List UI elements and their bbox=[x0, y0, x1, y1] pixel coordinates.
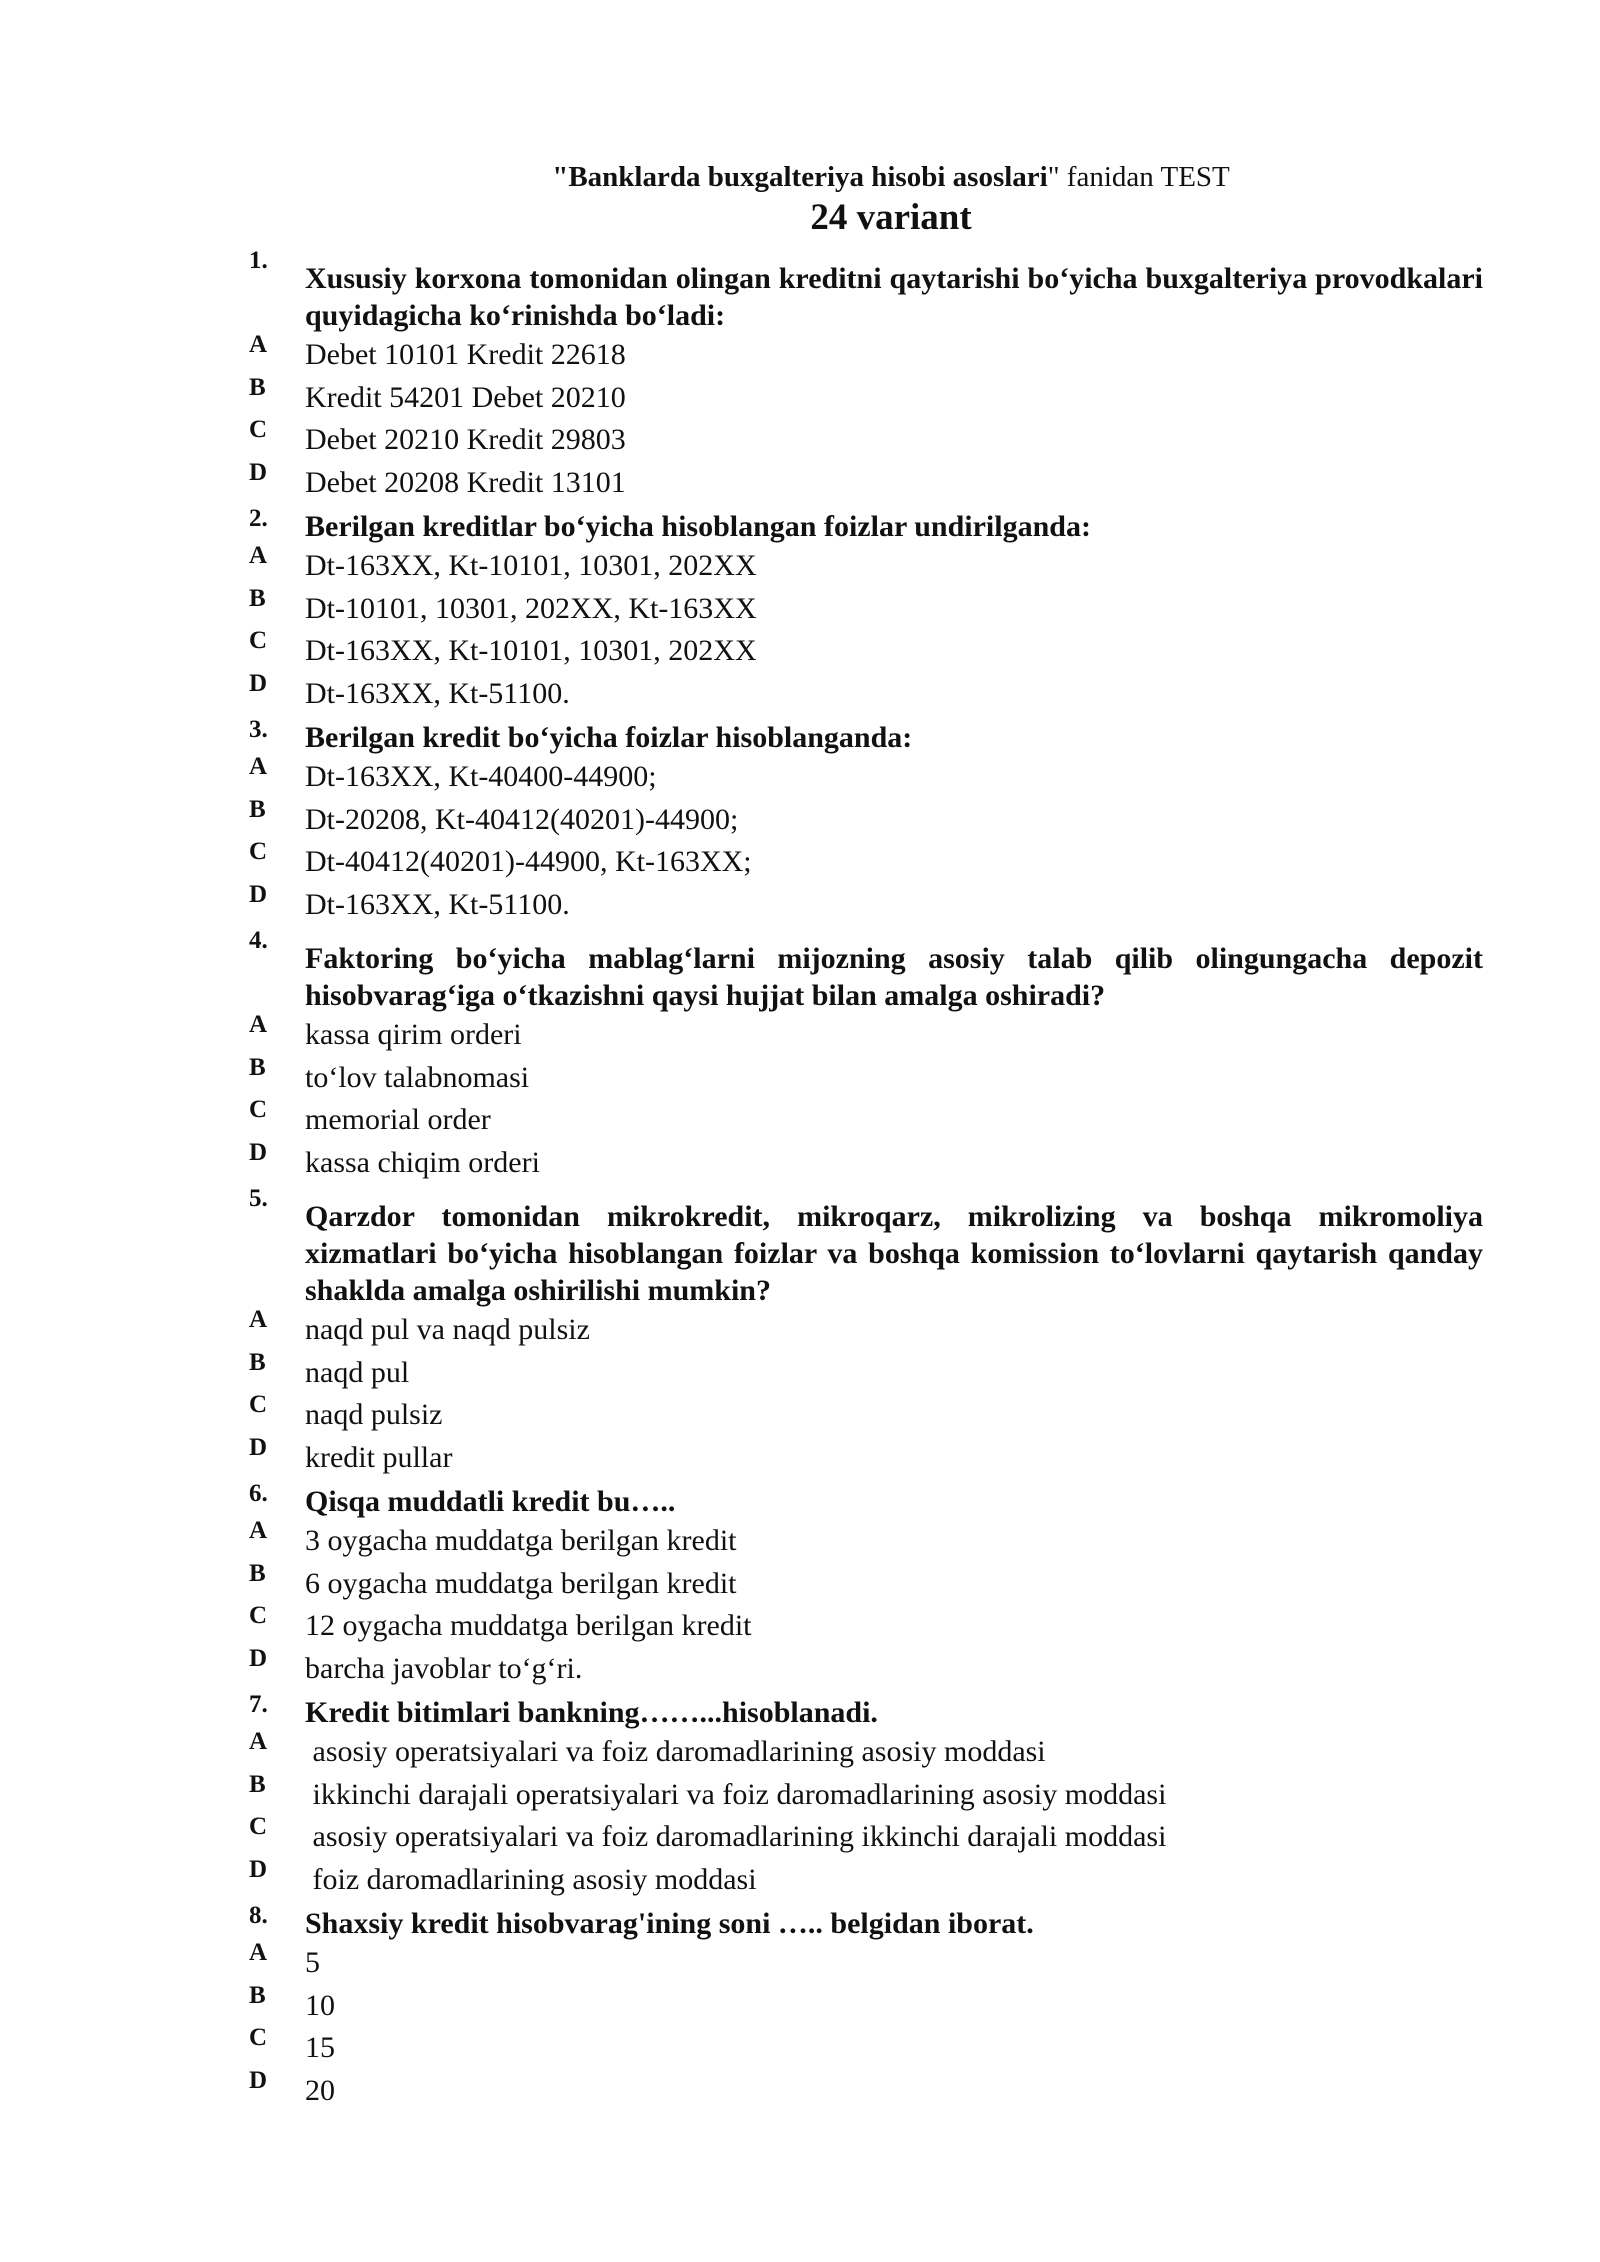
option-letter: C bbox=[249, 1602, 268, 1629]
option-letter: A bbox=[249, 1011, 268, 1038]
answer-option bbox=[0, 753, 1600, 799]
subject-title: "Banklarda buxgalteriya hisobi asoslari bbox=[552, 161, 1048, 193]
answer-option bbox=[0, 1138, 1600, 1185]
option-text: Dt-163XX, Kt-10101, 10301, 202XX bbox=[305, 634, 757, 667]
answer-option bbox=[0, 458, 1600, 505]
question bbox=[0, 1902, 1600, 1942]
answer-option bbox=[0, 1770, 1600, 1817]
subject-suffix: " fanidan TEST bbox=[1047, 161, 1230, 193]
option-text: kredit pullar bbox=[305, 1440, 453, 1474]
option-text: 5 bbox=[305, 1946, 320, 1979]
question-number: 7. bbox=[249, 1691, 268, 1718]
question bbox=[0, 716, 1600, 756]
answer-option bbox=[0, 1728, 1600, 1774]
option-text: naqd pulsiz bbox=[305, 1398, 443, 1431]
question-text: Kredit bitimlari bankning……...hisoblanadi. bbox=[305, 1696, 878, 1729]
answer-option bbox=[0, 1348, 1600, 1395]
option-text: naqd pul bbox=[305, 1355, 410, 1389]
question-number: 4. bbox=[249, 927, 268, 954]
option-letter: D bbox=[249, 1855, 268, 1883]
option-text: Dt-40412(40201)-44900, Kt-163XX; bbox=[305, 845, 752, 878]
question-number: 5. bbox=[249, 1185, 268, 1212]
option-letter: B bbox=[249, 1981, 266, 2009]
option-letter: A bbox=[249, 542, 268, 569]
option-letter: B bbox=[249, 1559, 266, 1587]
option-letter: A bbox=[249, 1306, 268, 1333]
question-text: Shaxsiy kredit hisobvarag'ining soni ….. belgidan iborat. bbox=[305, 1907, 1034, 1940]
answer-option bbox=[0, 1939, 1600, 1985]
question-number: 6. bbox=[249, 1480, 268, 1507]
option-letter: A bbox=[249, 1517, 268, 1544]
variant-title: 24 variant bbox=[810, 197, 972, 238]
option-letter: B bbox=[249, 1053, 266, 1081]
answer-option bbox=[0, 416, 1600, 462]
option-text: Dt-163XX, Kt-40400-44900; bbox=[305, 760, 657, 793]
document-header bbox=[0, 160, 1600, 194]
option-letter: C bbox=[249, 838, 268, 865]
answer-option bbox=[0, 373, 1600, 420]
answer-option bbox=[0, 1559, 1600, 1606]
answer-option bbox=[0, 2066, 1600, 2113]
option-letter: C bbox=[249, 1391, 268, 1418]
option-text: Dt-20208, Kt-40412(40201)-44900; bbox=[305, 802, 739, 836]
option-letter: D bbox=[249, 669, 268, 697]
option-text: 10 bbox=[305, 1988, 335, 2022]
option-text: Dt-163XX, Kt-10101, 10301, 202XX bbox=[305, 549, 757, 582]
question bbox=[0, 1691, 1600, 1731]
answer-option bbox=[0, 1602, 1600, 1648]
option-letter: D bbox=[249, 880, 268, 908]
answer-option bbox=[0, 669, 1600, 716]
option-letter: C bbox=[249, 416, 268, 443]
answer-option bbox=[0, 795, 1600, 842]
option-letter: D bbox=[249, 1138, 268, 1166]
answer-option bbox=[0, 1306, 1600, 1352]
option-text: Debet 20208 Kredit 13101 bbox=[305, 465, 626, 499]
option-letter: B bbox=[249, 1770, 266, 1798]
question-number: 1. bbox=[249, 247, 268, 274]
option-text: 15 bbox=[305, 2031, 335, 2064]
answer-option bbox=[0, 1517, 1600, 1563]
option-letter: D bbox=[249, 458, 268, 486]
option-letter: C bbox=[249, 627, 268, 654]
option-text: Debet 10101 Kredit 22618 bbox=[305, 338, 626, 371]
answer-option bbox=[0, 880, 1600, 927]
option-letter: A bbox=[249, 753, 268, 780]
option-text: Kredit 54201 Debet 20210 bbox=[305, 380, 626, 414]
question-number: 2. bbox=[249, 505, 268, 532]
answer-option bbox=[0, 1644, 1600, 1691]
option-text: Debet 20210 Kredit 29803 bbox=[305, 423, 626, 456]
option-text: naqd pul va naqd pulsiz bbox=[305, 1313, 590, 1346]
option-letter: D bbox=[249, 2066, 268, 2094]
option-text: Dt-163XX, Kt-51100. bbox=[305, 887, 570, 921]
answer-option bbox=[0, 627, 1600, 673]
answer-option bbox=[0, 1981, 1600, 2028]
option-text: barcha javoblar to‘g‘ri. bbox=[305, 1651, 583, 1685]
question bbox=[0, 505, 1600, 545]
answer-option bbox=[0, 331, 1600, 377]
option-text: Dt-163XX, Kt-51100. bbox=[305, 676, 570, 710]
answer-option bbox=[0, 838, 1600, 884]
option-letter: D bbox=[249, 1433, 268, 1461]
question-number: 3. bbox=[249, 716, 268, 743]
question-text: Berilgan kreditlar bo‘yicha hisoblangan foizlar undirilganda: bbox=[305, 510, 1091, 543]
option-text: Dt-10101, 10301, 202XX, Kt-163XX bbox=[305, 591, 757, 625]
option-letter: B bbox=[249, 373, 266, 401]
option-letter: C bbox=[249, 1813, 268, 1840]
answer-option bbox=[0, 1011, 1600, 1057]
question bbox=[0, 1480, 1600, 1520]
answer-option bbox=[0, 2024, 1600, 2070]
answer-option bbox=[0, 1855, 1600, 1902]
answer-option bbox=[0, 1096, 1600, 1142]
option-text: to‘lov talabnomasi bbox=[305, 1060, 530, 1094]
option-letter: A bbox=[249, 331, 268, 358]
question-text: Qarzdor tomonidan mikrokredit, mikroqarz, mikrolizing va boshqa mikromoliya xizmatlari bo‘yicha hisoblangan foizlar va boshqa komission to‘lovlarni qaytarish qanday shaklda amalga oshirilishi mumkin? bbox=[305, 1200, 1483, 1307]
option-letter: A bbox=[249, 1728, 268, 1755]
question bbox=[0, 1185, 1600, 1309]
option-text: 6 oygacha muddatga berilgan kredit bbox=[305, 1566, 737, 1600]
option-letter: C bbox=[249, 2024, 268, 2051]
option-letter: B bbox=[249, 584, 266, 612]
question-text: Berilgan kredit bo‘yicha foizlar hisoblanganda: bbox=[305, 721, 913, 754]
option-text: memorial order bbox=[305, 1103, 491, 1136]
option-text: ikkinchi darajali operatsiyalari va foiz daromadlarining asosiy moddasi bbox=[305, 1777, 1167, 1811]
answer-option bbox=[0, 1391, 1600, 1437]
option-text: foiz daromadlarining asosiy moddasi bbox=[305, 1862, 757, 1896]
option-letter: B bbox=[249, 795, 266, 823]
question-number: 8. bbox=[249, 1902, 268, 1929]
question-text: Faktoring bo‘yicha mablag‘larni mijozning asosiy talab qilib olingungacha depozit hisobvarag‘iga o‘tkazishni qaysi hujjat bilan amalga oshiradi? bbox=[305, 942, 1483, 1012]
answer-option bbox=[0, 1813, 1600, 1859]
option-letter: B bbox=[249, 1348, 266, 1376]
option-text: kassa qirim orderi bbox=[305, 1018, 522, 1051]
option-text: asosiy operatsiyalari va foiz daromadlarining asosiy moddasi bbox=[305, 1735, 1046, 1768]
answer-option bbox=[0, 584, 1600, 631]
option-text: asosiy operatsiyalari va foiz daromadlarining ikkinchi darajali moddasi bbox=[305, 1820, 1167, 1853]
answer-option bbox=[0, 1433, 1600, 1480]
question-list bbox=[0, 247, 1600, 2112]
option-text: kassa chiqim orderi bbox=[305, 1145, 540, 1179]
option-text: 20 bbox=[305, 2073, 335, 2107]
option-letter: A bbox=[249, 1939, 268, 1966]
question bbox=[0, 927, 1600, 1014]
question bbox=[0, 247, 1600, 334]
option-text: 12 oygacha muddatga berilgan kredit bbox=[305, 1609, 752, 1642]
question-text: Qisqa muddatli kredit bu….. bbox=[305, 1485, 676, 1518]
answer-option bbox=[0, 1053, 1600, 1100]
question-text: Xususiy korxona tomonidan olingan kreditni qaytarishi bo‘yicha buxgalteriya provodkalari quyidagicha ko‘rinishda bo‘ladi: bbox=[305, 262, 1483, 332]
option-letter: D bbox=[249, 1644, 268, 1672]
option-letter: C bbox=[249, 1096, 268, 1123]
option-text: 3 oygacha muddatga berilgan kredit bbox=[305, 1524, 737, 1557]
answer-option bbox=[0, 542, 1600, 588]
